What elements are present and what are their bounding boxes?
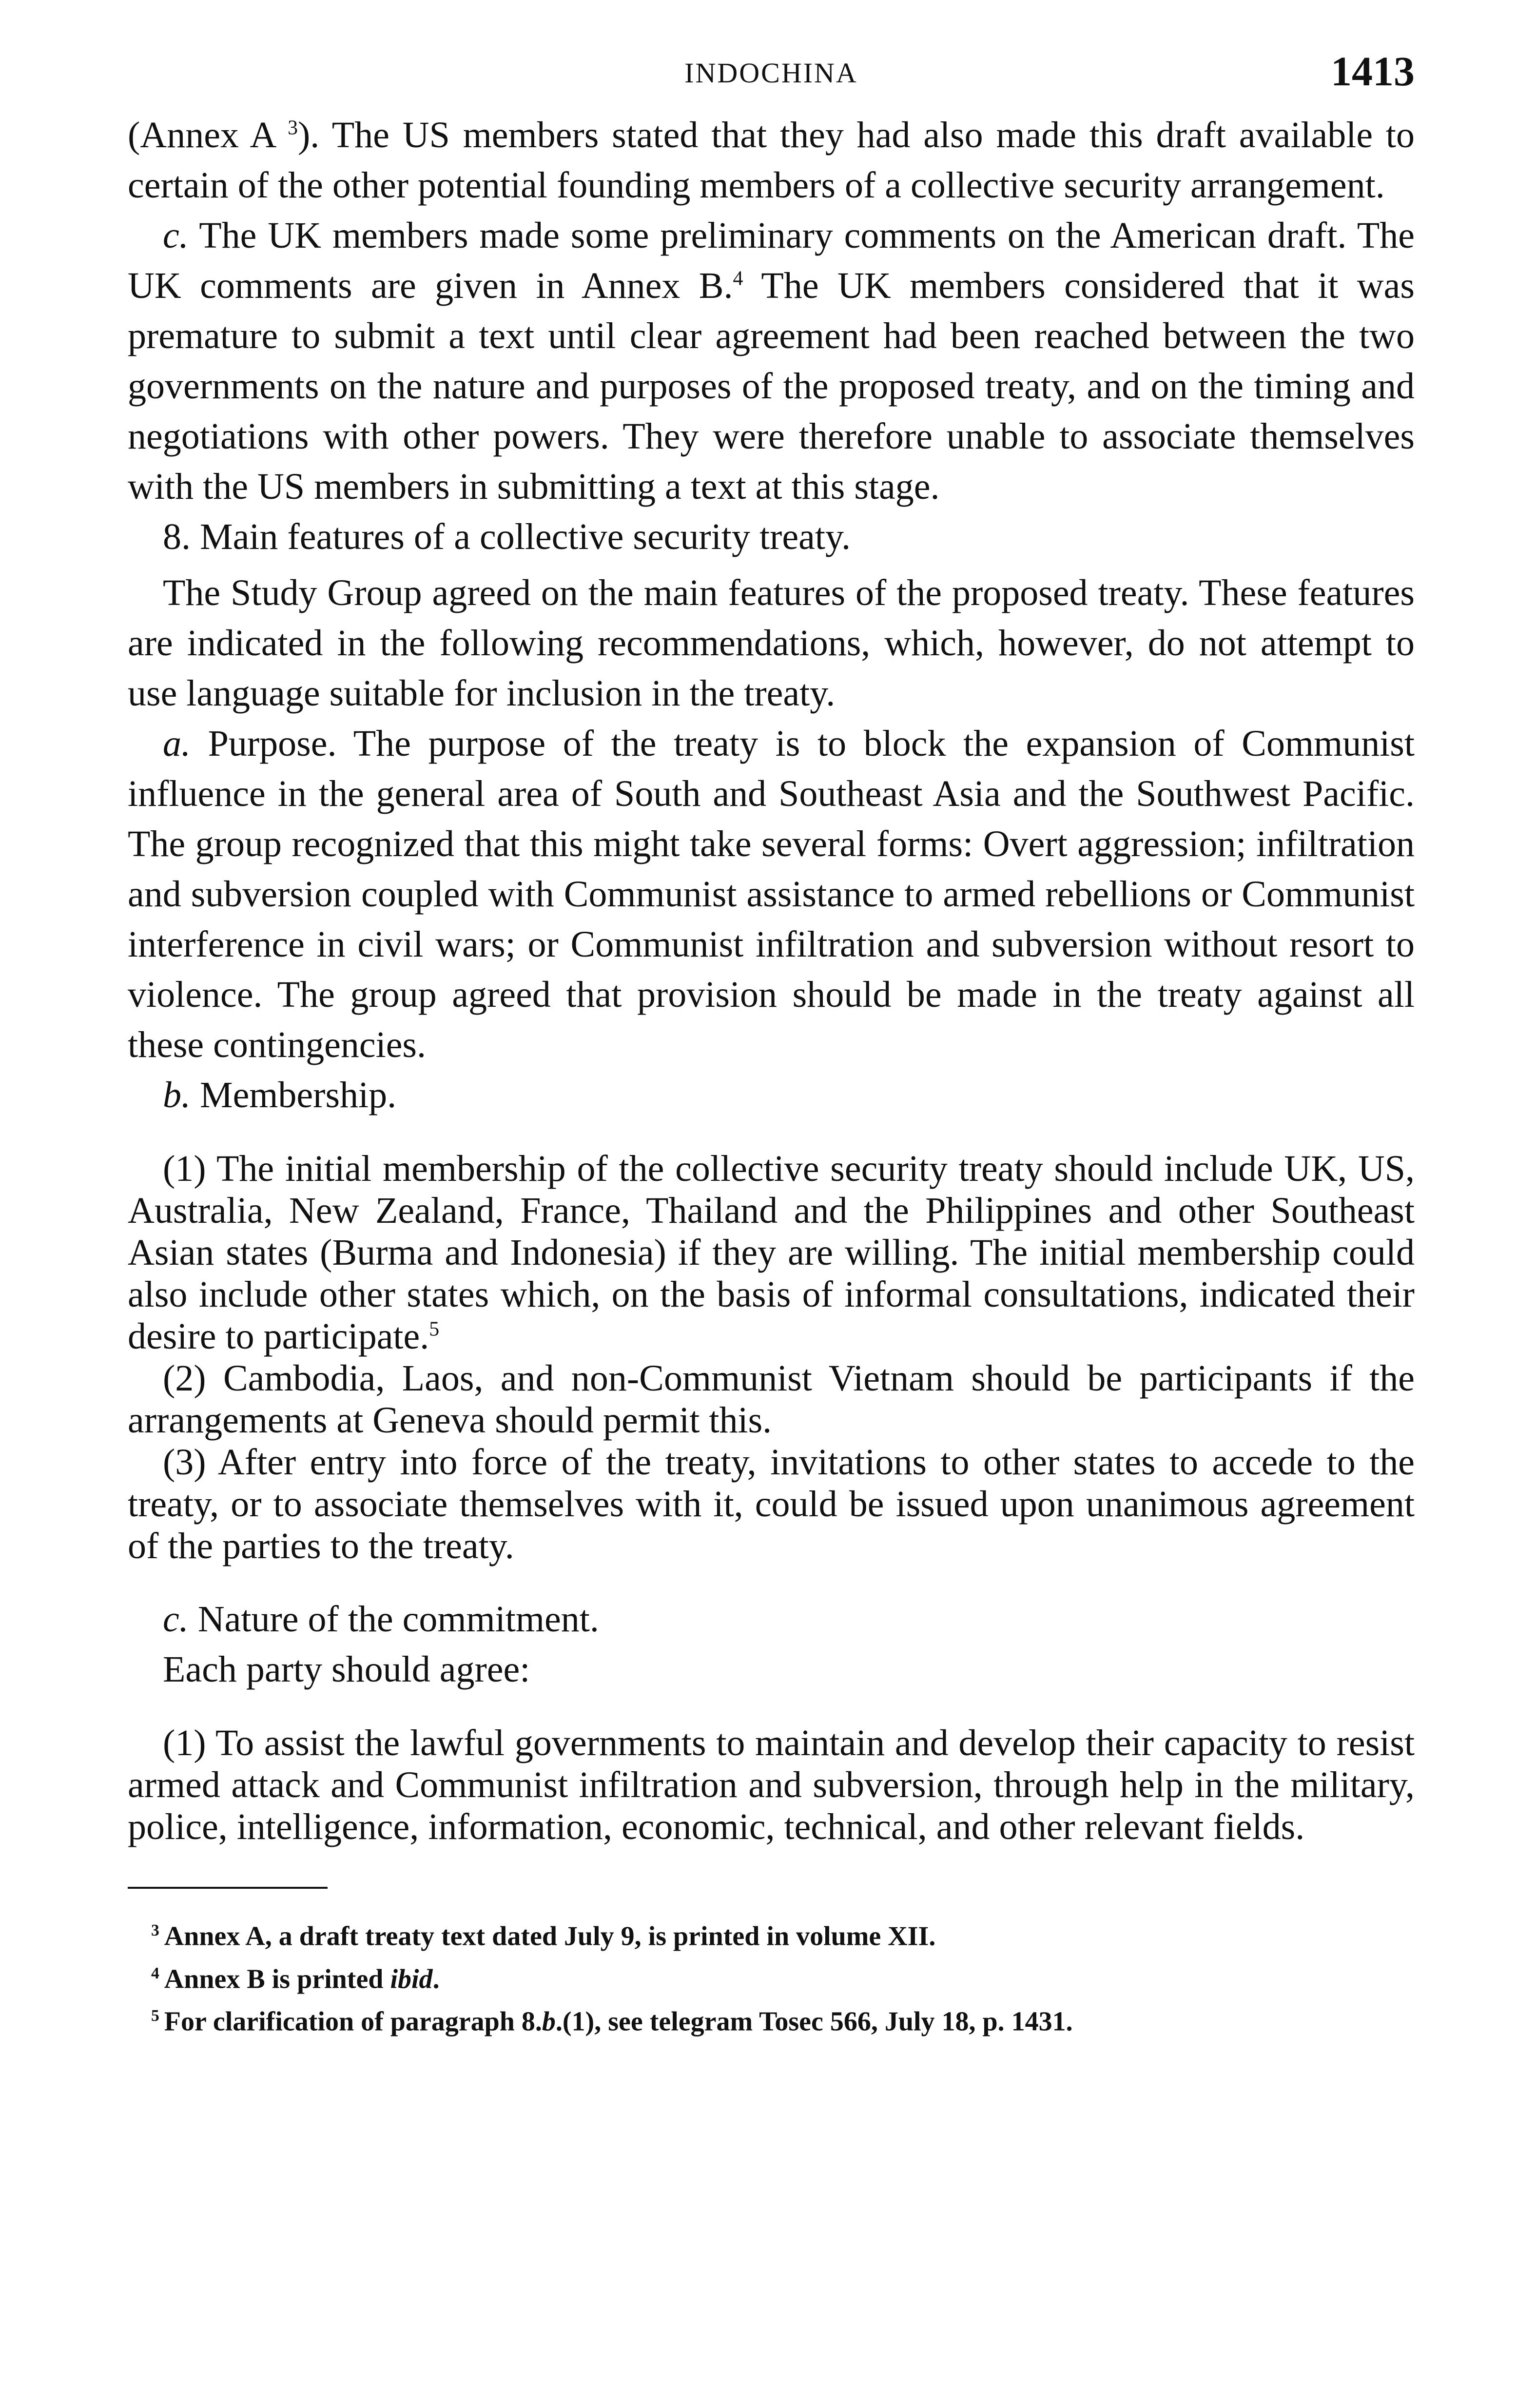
footnote-number: 4	[151, 1964, 159, 1982]
footnote-italic: ibid	[390, 1964, 433, 1995]
footnote-4	[128, 1955, 1415, 1998]
document-page	[128, 47, 1415, 2040]
paragraph-commitment-1: (1) To assist the lawful governments to maintain and develop their capacity to resist armed attack and Communist infiltration and subversion, through help in the military, police, intelligence, information, economic, technical, and other relevant fields.	[128, 1723, 1415, 1847]
text-run: Nature of the commitment.	[188, 1599, 599, 1640]
paragraph-purpose	[128, 719, 1415, 1070]
paragraph-each-party: Each party should agree:	[163, 1649, 530, 1690]
footnote-ref-3[interactable]: 3	[288, 117, 298, 139]
item-label-b: b.	[163, 1075, 191, 1116]
text-run: Membership.	[191, 1075, 397, 1116]
text-run: (Annex A	[128, 115, 288, 156]
footnote-number: 3	[151, 1921, 159, 1939]
paragraph-membership-2: (2) Cambodia, Laos, and non-Communist Vietnam should be participants if the arrangements at Geneva should permit this.	[128, 1358, 1415, 1441]
subheading-commitment	[128, 1594, 1415, 1644]
footnote-ref-5[interactable]: 5	[429, 1318, 440, 1341]
footnote-divider	[128, 1887, 328, 1889]
footnotes	[128, 1912, 1415, 2040]
footnote-ref-4[interactable]: 4	[733, 267, 743, 290]
item-label-a: a.	[163, 723, 191, 764]
text-run: The UK members made some preliminary comments on the American draft. The UK comments are given in Annex B.	[128, 215, 1415, 306]
paragraph-membership-3: (3) After entry into force of the treaty, invitations to other states to accede to the treaty, or to associate themselves with it, could be issued upon unanimous agreement of the parties to the treaty.	[128, 1442, 1415, 1566]
text-run: ). The US members stated that they had also made this draft available to certain of the other potential founding members of a collective security arrangement.	[128, 115, 1415, 206]
running-head: INDOCHINA	[684, 57, 858, 89]
footnote-italic: b	[542, 2006, 556, 2037]
paragraph-study-group: The Study Group agreed on the main features of the proposed treaty. These features are indicated in the following recommendations, which, however, do not attempt to use language suitable for inclusion in the treaty.	[128, 572, 1415, 714]
footnote-number: 5	[151, 2007, 159, 2025]
page-header	[128, 47, 1415, 110]
item-label-c: c.	[163, 1599, 189, 1640]
footnote-text: Annex B is printed	[164, 1964, 390, 1995]
footnote-text: Annex A, a draft treaty text dated July 9, is printed in volume XII.	[164, 1921, 936, 1952]
footnote-3	[128, 1912, 1415, 1955]
section-heading-8: 8. Main features of a collective security treaty.	[163, 516, 851, 557]
footnote-text: For clarification of paragraph 8.	[164, 2006, 542, 2037]
text-run: (1) The initial membership of the collective security treaty should include UK, US, Australia, New Zealand, France, Thailand and the Philippines and other Southeast Asian states (Burma and Indonesia) if they are willing. The initial membership could also include other states which, on the basis of informal consultations, indicated their desire to participate.	[128, 1148, 1415, 1357]
item-label-c: c.	[163, 215, 189, 256]
subheading-membership	[128, 1070, 1415, 1120]
paragraph-annex-a	[128, 110, 1415, 211]
text-run: The UK members considered that it was premature to submit a text until clear agreement had been reached between the two governments on the nature and purposes of the proposed treaty, and on the timing and negotiations with other powers. They were therefore unable to associate themselves with the US members in submitting a text at this stage.	[128, 265, 1415, 507]
paragraph-uk-comments	[128, 211, 1415, 512]
text-run: Purpose. The purpose of the treaty is to block the expansion of Communist influence in the general area of South and Southeast Asia and the Southwest Pacific. The group recognized that this might take several forms: Overt aggression; infiltration and subversion coupled with Communist assistance to armed rebellions or Communist interference in civil wars; or Communist infiltration and subversion without resort to violence. The group agreed that provision should be made in the treaty against all these contingencies.	[128, 723, 1415, 1065]
paragraph-membership-1	[128, 1148, 1415, 1357]
footnote-text: .(1), see telegram Tosec 566, July 18, p. 1431.	[555, 2006, 1073, 2037]
page-number: 1413	[1331, 48, 1415, 95]
footnote-5	[128, 1997, 1415, 2040]
footnote-text: .	[432, 1964, 440, 1995]
